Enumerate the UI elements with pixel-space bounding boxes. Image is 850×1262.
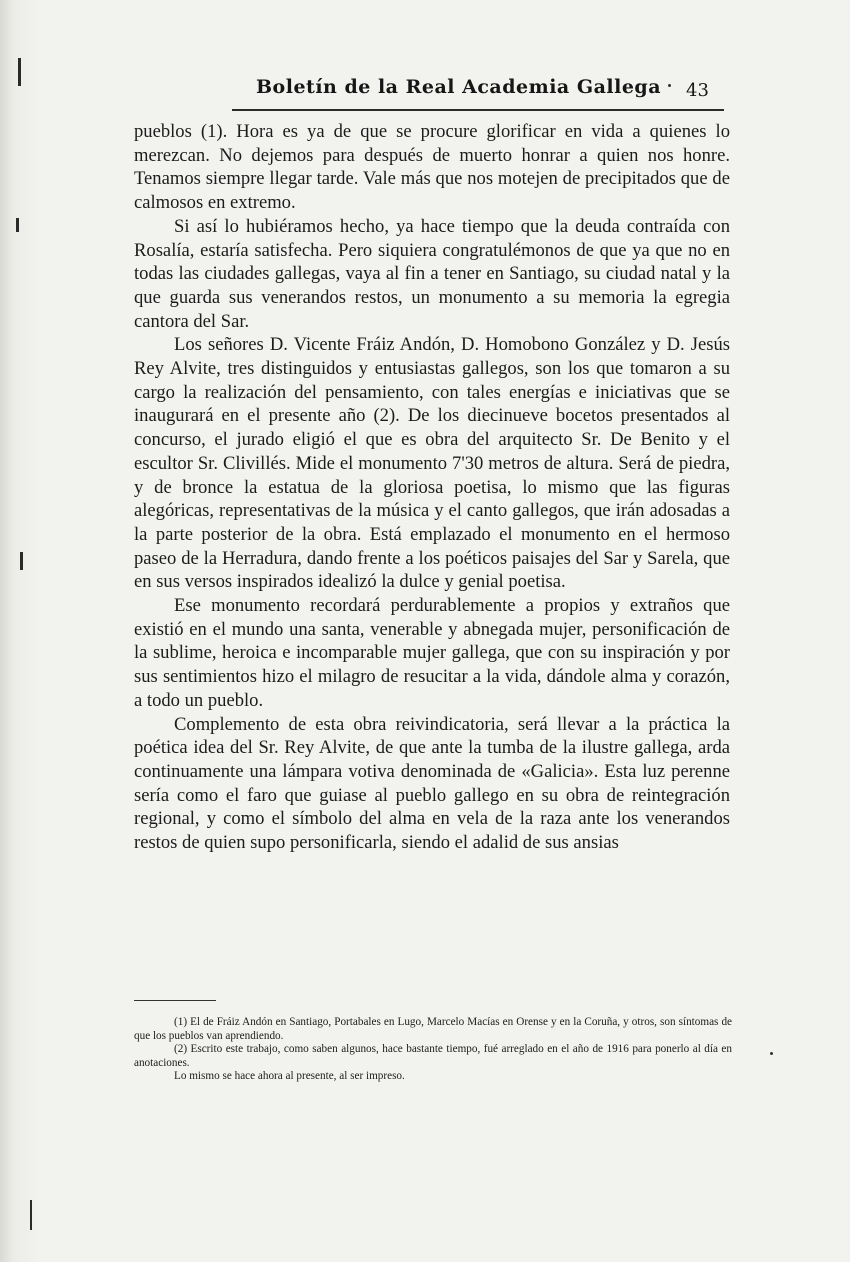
running-header <box>256 76 716 106</box>
paragraph: Complemento de esta obra reivindicatoria, será llevar a la práctica la poética idea del Sr. Rey Alvite, de que ante la tumba de la ilustre gallega, arda continuamente una lámpara votiva denominada de «Galicia». Esta luz perenne sería como el faro que guiase al pueblo gallego en su obra de reintegración regional, y como el símbolo del alma en vela de la raza ante los venerandos restos de quien supo personificarla, siendo el adalid de sus ansias <box>134 713 730 854</box>
binding-mark <box>18 58 21 86</box>
paragraph: Los señores D. Vicente Fráiz Andón, D. Homobono González y D. Jesús Rey Alvite, tres distinguidos y entusiastas gallegos, son los que tomaron a su cargo la realización del pensamiento, con tales energías e iniciativas que se inaugurará en el presente año (2). De los diecinueve bocetos presentados al concurso, el jurado eligió el que es obra del arquitecto Sr. De Benito y el escultor Sr. Clivillés. Mide el monumento 7'30 metros de altura. Será de piedra, y de bronce la estatua de la gloriosa poetisa, lo mismo que las figuras alegóricas, representativas de la música y el canto gallegos, que irán adosadas a la parte posterior de la obra. Está emplazado el monumento en el hermoso paseo de la Herradura, dando frente a los poéticos paisajes del Sar y Sarela, que en sus versos inspirados idealizó la dulce y genial poetisa. <box>134 334 730 593</box>
footnote-rule <box>134 1000 216 1001</box>
footnote: (1) El de Fráiz Andón en Santiago, Portabales en Lugo, Marcelo Macías en Orense y en la Coruña, y otros, son síntomas de que los pueblos van aprendiendo. <box>134 1016 732 1042</box>
footnote: Lo mismo se hace ahora al presente, al ser impreso. <box>174 1070 405 1083</box>
footnotes <box>134 1016 732 1084</box>
header-rule <box>232 109 724 111</box>
binding-mark <box>20 552 23 570</box>
print-speck <box>668 84 671 87</box>
binding-edge <box>0 0 42 1262</box>
binding-mark <box>30 1200 32 1230</box>
paragraph: Ese monumento recordará perdurablemente a propios y extraños que existió en el mundo una santa, venerable y abnegada mujer, personificación de la sublime, heroica e incomparable mujer gallega, que con su inspiración y por sus sentimientos hizo el milagro de resucitar a la vida, dándole alma y corazón, a todo un pueblo. <box>134 595 730 711</box>
body-text <box>134 120 730 855</box>
page-number: 43 <box>686 80 709 101</box>
paragraph: pueblos (1). Hora es ya de que se procure glorificar en vida a quienes lo merezcan. No dejemos para después de muerto honrar a quien nos honre. Tenamos siempre llegar tarde. Vale más que nos motejen de precipitados que de calmosos en extremo. <box>134 121 730 214</box>
binding-mark <box>16 218 19 232</box>
print-speck <box>770 1052 773 1055</box>
paragraph: Si así lo hubiéramos hecho, ya hace tiempo que la deuda contraída con Rosalía, estaría satisfecha. Pero siquiera congratulémonos de que ya que no en todas las ciudades gallegas, vaya al fin a tener en Santiago, su ciudad natal y la que guarda sus venerandos restos, un monumento a su memoria la egregia cantora del Sar. <box>134 215 730 332</box>
journal-title: Boletín de la Real Academia Gallega <box>256 76 662 98</box>
footnote: (2) Escrito este trabajo, como saben algunos, hace bastante tiempo, fué arreglado en el año de 1916 para ponerlo al día en anotaciones. <box>134 1043 732 1069</box>
